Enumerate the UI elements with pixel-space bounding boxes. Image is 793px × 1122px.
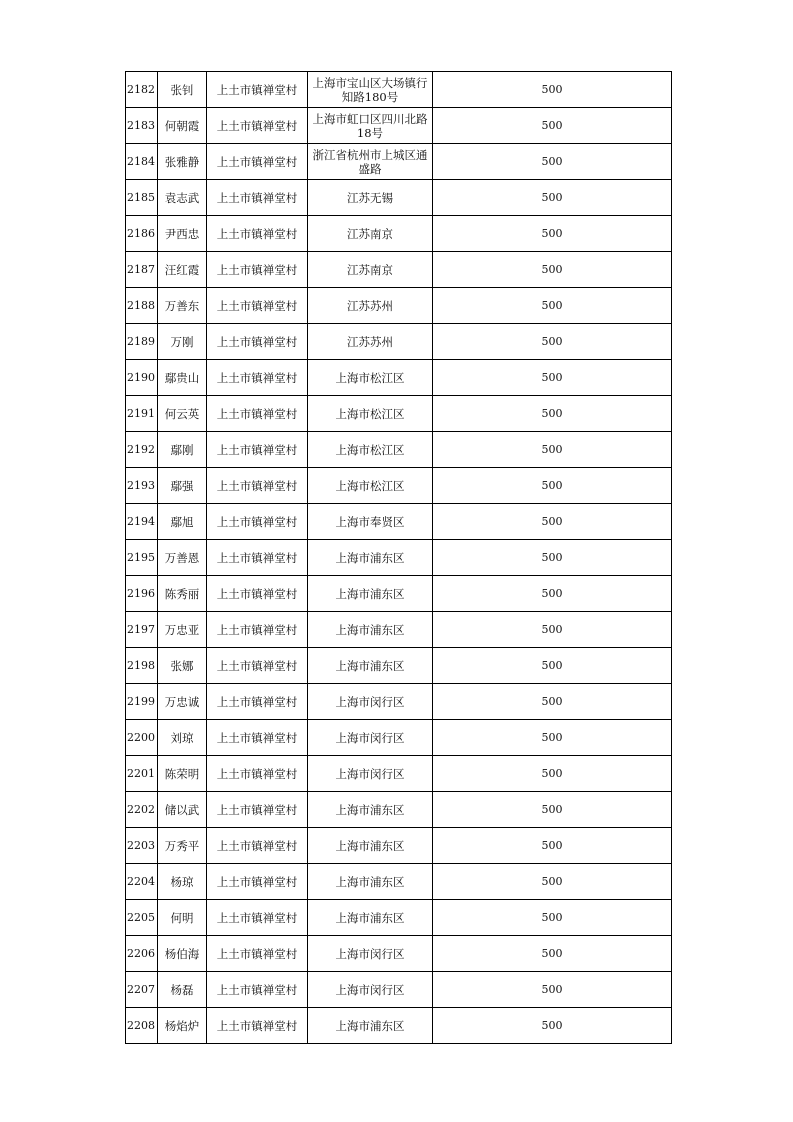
table-row (126, 72, 672, 108)
record-number-cell: 2192 (126, 432, 158, 468)
record-number-cell: 2206 (126, 936, 158, 972)
address-cell: 上海市闵行区 (308, 720, 433, 756)
person-name-cell: 储以武 (158, 792, 207, 828)
address-cell: 江苏苏州 (308, 288, 433, 324)
village-cell: 上土市镇禅堂村 (207, 216, 308, 252)
village-cell: 上土市镇禅堂村 (207, 576, 308, 612)
table-row (126, 576, 672, 612)
village-cell: 上土市镇禅堂村 (207, 288, 308, 324)
address-cell: 上海市闵行区 (308, 756, 433, 792)
village-cell: 上土市镇禅堂村 (207, 360, 308, 396)
amount-cell: 500 (433, 756, 672, 792)
person-name-cell: 张钊 (158, 72, 207, 108)
table-row (126, 288, 672, 324)
amount-cell: 500 (433, 792, 672, 828)
table-row (126, 540, 672, 576)
village-cell: 上土市镇禅堂村 (207, 972, 308, 1008)
address-cell: 上海市浦东区 (308, 648, 433, 684)
person-name-cell: 杨磊 (158, 972, 207, 1008)
record-number-cell: 2191 (126, 396, 158, 432)
person-name-cell: 万刚 (158, 324, 207, 360)
village-cell: 上土市镇禅堂村 (207, 900, 308, 936)
address-cell: 上海市虹口区四川北路18号 (308, 108, 433, 144)
record-number-cell: 2205 (126, 900, 158, 936)
table-row (126, 432, 672, 468)
address-cell: 上海市浦东区 (308, 540, 433, 576)
village-cell: 上土市镇禅堂村 (207, 144, 308, 180)
address-cell: 浙江省杭州市上城区通盛路 (308, 144, 433, 180)
table-row (126, 648, 672, 684)
person-name-cell: 万秀平 (158, 828, 207, 864)
address-cell: 上海市浦东区 (308, 828, 433, 864)
amount-cell: 500 (433, 288, 672, 324)
village-cell: 上土市镇禅堂村 (207, 648, 308, 684)
table-row (126, 612, 672, 648)
table-row (126, 936, 672, 972)
table-row (126, 468, 672, 504)
record-number-cell: 2186 (126, 216, 158, 252)
record-number-cell: 2188 (126, 288, 158, 324)
table-row (126, 900, 672, 936)
village-cell: 上土市镇禅堂村 (207, 396, 308, 432)
record-number-cell: 2183 (126, 108, 158, 144)
person-name-cell: 汪红霞 (158, 252, 207, 288)
person-name-cell: 杨琼 (158, 864, 207, 900)
record-number-cell: 2194 (126, 504, 158, 540)
amount-cell: 500 (433, 576, 672, 612)
village-cell: 上土市镇禅堂村 (207, 252, 308, 288)
amount-cell: 500 (433, 432, 672, 468)
person-name-cell: 鄢强 (158, 468, 207, 504)
record-number-cell: 2202 (126, 792, 158, 828)
table-row (126, 684, 672, 720)
village-cell: 上土市镇禅堂村 (207, 504, 308, 540)
amount-cell: 500 (433, 972, 672, 1008)
address-cell: 上海市闵行区 (308, 972, 433, 1008)
village-cell: 上土市镇禅堂村 (207, 180, 308, 216)
address-cell: 上海市松江区 (308, 360, 433, 396)
table-row (126, 216, 672, 252)
address-cell: 上海市闵行区 (308, 936, 433, 972)
address-cell: 上海市松江区 (308, 396, 433, 432)
record-number-cell: 2198 (126, 648, 158, 684)
record-number-cell: 2201 (126, 756, 158, 792)
person-name-cell: 鄢贵山 (158, 360, 207, 396)
record-number-cell: 2203 (126, 828, 158, 864)
table-row (126, 972, 672, 1008)
address-cell: 上海市松江区 (308, 432, 433, 468)
table-row (126, 108, 672, 144)
address-cell: 上海市浦东区 (308, 792, 433, 828)
record-number-cell: 2200 (126, 720, 158, 756)
person-name-cell: 尹西忠 (158, 216, 207, 252)
amount-cell: 500 (433, 216, 672, 252)
amount-cell: 500 (433, 108, 672, 144)
table-row (126, 720, 672, 756)
records-table (125, 71, 672, 1044)
address-cell: 上海市浦东区 (308, 900, 433, 936)
record-number-cell: 2189 (126, 324, 158, 360)
amount-cell: 500 (433, 540, 672, 576)
address-cell: 江苏南京 (308, 252, 433, 288)
village-cell: 上土市镇禅堂村 (207, 756, 308, 792)
record-number-cell: 2185 (126, 180, 158, 216)
table-row (126, 180, 672, 216)
amount-cell: 500 (433, 720, 672, 756)
person-name-cell: 张雅静 (158, 144, 207, 180)
record-number-cell: 2204 (126, 864, 158, 900)
address-cell: 上海市奉贤区 (308, 504, 433, 540)
person-name-cell: 杨伯海 (158, 936, 207, 972)
table-row (126, 828, 672, 864)
person-name-cell: 张娜 (158, 648, 207, 684)
person-name-cell: 何朝霞 (158, 108, 207, 144)
record-number-cell: 2207 (126, 972, 158, 1008)
amount-cell: 500 (433, 396, 672, 432)
address-cell: 上海市浦东区 (308, 1008, 433, 1044)
amount-cell: 500 (433, 144, 672, 180)
person-name-cell: 何明 (158, 900, 207, 936)
record-number-cell: 2196 (126, 576, 158, 612)
amount-cell: 500 (433, 828, 672, 864)
amount-cell: 500 (433, 252, 672, 288)
record-number-cell: 2199 (126, 684, 158, 720)
village-cell: 上土市镇禅堂村 (207, 72, 308, 108)
amount-cell: 500 (433, 684, 672, 720)
record-number-cell: 2195 (126, 540, 158, 576)
person-name-cell: 袁志武 (158, 180, 207, 216)
table-row (126, 864, 672, 900)
amount-cell: 500 (433, 900, 672, 936)
record-number-cell: 2184 (126, 144, 158, 180)
table-row (126, 252, 672, 288)
record-number-cell: 2193 (126, 468, 158, 504)
amount-cell: 500 (433, 72, 672, 108)
village-cell: 上土市镇禅堂村 (207, 936, 308, 972)
address-cell: 江苏苏州 (308, 324, 433, 360)
address-cell: 上海市浦东区 (308, 864, 433, 900)
person-name-cell: 鄢刚 (158, 432, 207, 468)
amount-cell: 500 (433, 864, 672, 900)
table-row (126, 324, 672, 360)
person-name-cell: 陈荣明 (158, 756, 207, 792)
record-number-cell: 2208 (126, 1008, 158, 1044)
amount-cell: 500 (433, 504, 672, 540)
table-row (126, 396, 672, 432)
village-cell: 上土市镇禅堂村 (207, 540, 308, 576)
amount-cell: 500 (433, 936, 672, 972)
amount-cell: 500 (433, 648, 672, 684)
address-cell: 上海市浦东区 (308, 612, 433, 648)
person-name-cell: 何云英 (158, 396, 207, 432)
address-cell: 江苏南京 (308, 216, 433, 252)
table-row (126, 1008, 672, 1044)
record-number-cell: 2197 (126, 612, 158, 648)
person-name-cell: 刘琼 (158, 720, 207, 756)
village-cell: 上土市镇禅堂村 (207, 468, 308, 504)
person-name-cell: 万忠亚 (158, 612, 207, 648)
village-cell: 上土市镇禅堂村 (207, 864, 308, 900)
amount-cell: 500 (433, 468, 672, 504)
address-cell: 上海市浦东区 (308, 576, 433, 612)
village-cell: 上土市镇禅堂村 (207, 828, 308, 864)
person-name-cell: 万善恩 (158, 540, 207, 576)
amount-cell: 500 (433, 180, 672, 216)
village-cell: 上土市镇禅堂村 (207, 324, 308, 360)
amount-cell: 500 (433, 324, 672, 360)
village-cell: 上土市镇禅堂村 (207, 432, 308, 468)
table-row (126, 504, 672, 540)
record-number-cell: 2182 (126, 72, 158, 108)
village-cell: 上土市镇禅堂村 (207, 720, 308, 756)
table-row (126, 360, 672, 396)
address-cell: 上海市松江区 (308, 468, 433, 504)
person-name-cell: 万忠诚 (158, 684, 207, 720)
amount-cell: 500 (433, 360, 672, 396)
address-cell: 江苏无锡 (308, 180, 433, 216)
record-number-cell: 2187 (126, 252, 158, 288)
address-cell: 上海市闵行区 (308, 684, 433, 720)
table-row (126, 792, 672, 828)
amount-cell: 500 (433, 612, 672, 648)
person-name-cell: 陈秀丽 (158, 576, 207, 612)
village-cell: 上土市镇禅堂村 (207, 612, 308, 648)
village-cell: 上土市镇禅堂村 (207, 108, 308, 144)
village-cell: 上土市镇禅堂村 (207, 684, 308, 720)
village-cell: 上土市镇禅堂村 (207, 792, 308, 828)
record-number-cell: 2190 (126, 360, 158, 396)
village-cell: 上土市镇禅堂村 (207, 1008, 308, 1044)
document-sheet (125, 71, 671, 1044)
table-row (126, 144, 672, 180)
address-cell: 上海市宝山区大场镇行知路180号 (308, 72, 433, 108)
amount-cell: 500 (433, 1008, 672, 1044)
records-table-body (126, 72, 672, 1044)
person-name-cell: 杨焰炉 (158, 1008, 207, 1044)
table-row (126, 756, 672, 792)
person-name-cell: 万善东 (158, 288, 207, 324)
person-name-cell: 鄢旭 (158, 504, 207, 540)
